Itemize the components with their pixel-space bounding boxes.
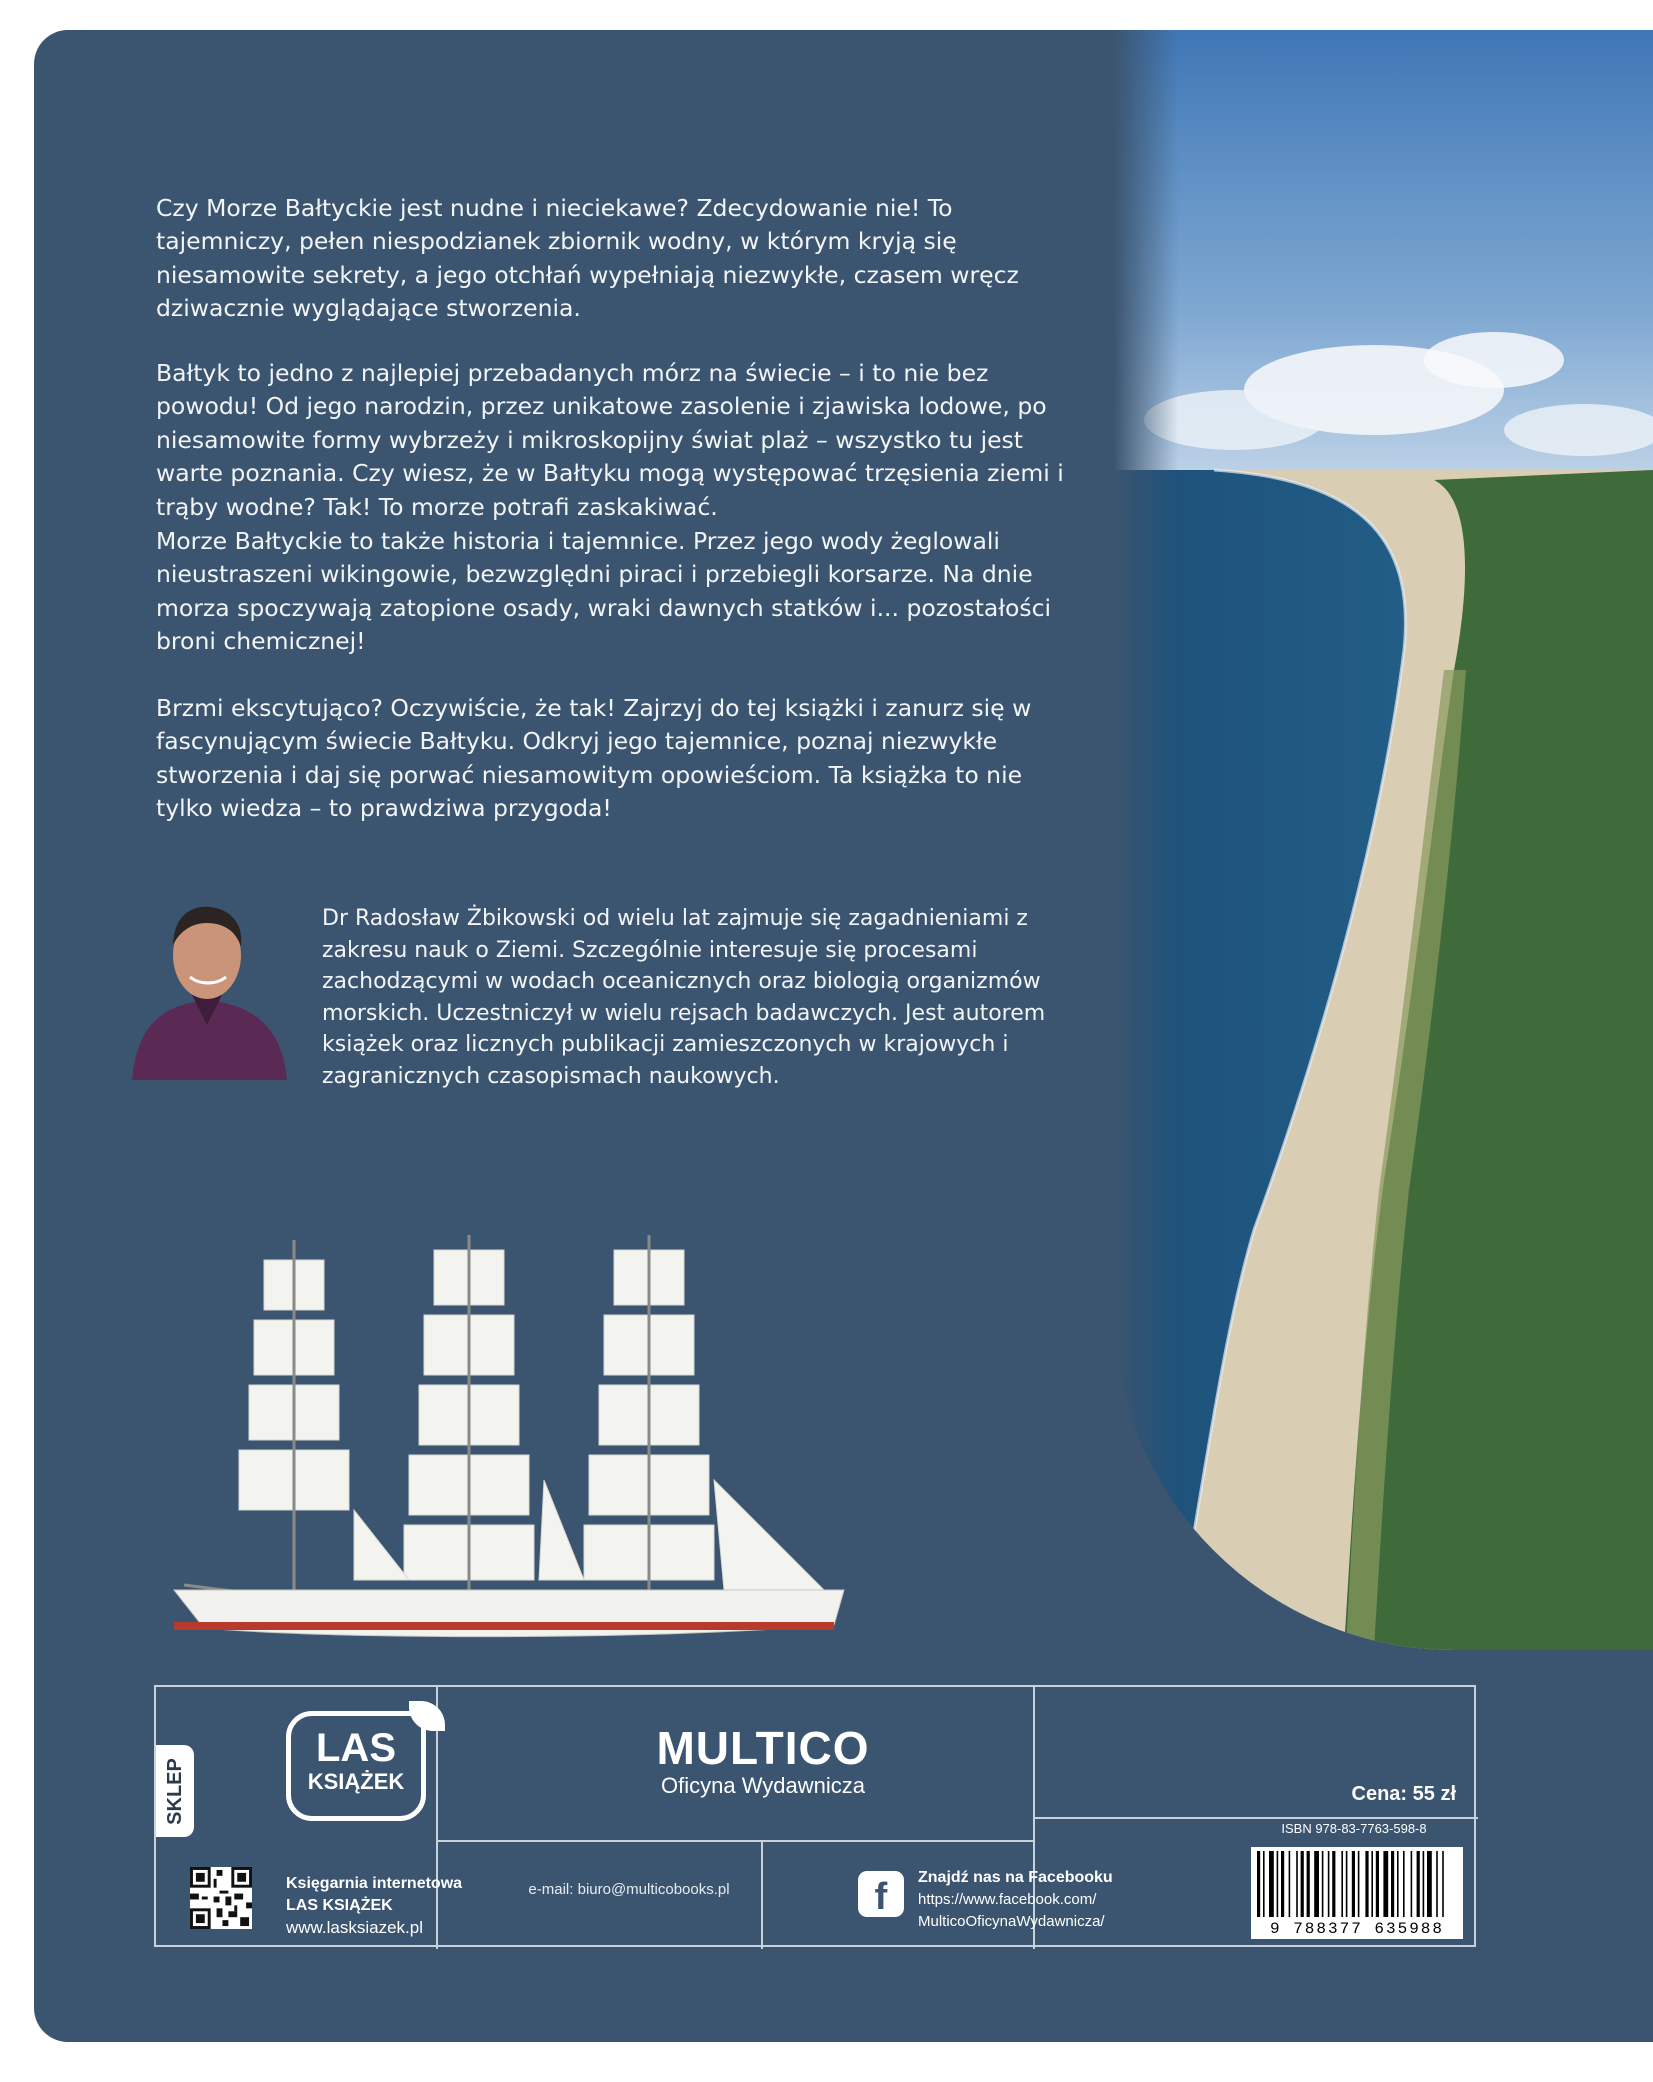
paragraph-3: [156, 525, 1086, 659]
paragraph-1-text: Czy Morze Bałtyckie jest nudne i nieciekawe? Zdecydowanie nie! To tajemniczy, pełen niespodzianek zbiornik wodny, w którym kryją się niesamowite sekrety, a jego otchłań wypełniają niezwykłe, czasem wręcz dziwacznie wyglądające stworzenia.: [156, 194, 1019, 323]
paragraph-2: [156, 357, 1086, 524]
paragraph-2-text: Bałtyk to jedno z najlepiej przebadanych mórz na świecie – i to nie bez powodu! Od jego narodzin, przez unikatowe zasolenie i zjawiska lodowe, po niesamowite formy wybrzeży i mikroskopijny świat plaż – wszystko tu jest warte poznania. Czy wiesz, że w Bałtyku mogą występować trzęsienia ziemi i trąby wodne? Tak! To morze potrafi zaskakiwać.: [156, 359, 1064, 521]
las-logo-line2: KSIĄŻEK: [307, 1769, 405, 1794]
shop-url[interactable]: www.lasksiazek.pl: [286, 1918, 423, 1937]
aerial-coast-photo: [1114, 30, 1653, 1650]
price: Cena: 55 zł: [1351, 1783, 1456, 1805]
isbn: ISBN 978-83-7763-598-8: [1281, 1821, 1427, 1836]
barcode: [1251, 1847, 1463, 1939]
barcode-digits: 9 788377 635988: [1269, 1920, 1445, 1938]
paragraph-4: [156, 692, 1086, 826]
facebook-info: [918, 1867, 1113, 1933]
las-ksiazek-logo: [286, 1711, 426, 1821]
back-cover: [34, 30, 1653, 2042]
las-logo-line1: LAS: [316, 1726, 396, 1770]
barcode-bars: [1251, 1847, 1463, 1919]
shop-line2: LAS KSIĄŻEK: [286, 1897, 393, 1914]
sklep-label: SKLEP: [163, 1757, 186, 1825]
publisher-email[interactable]: e-mail: biuro@multicobooks.pl: [528, 1881, 730, 1898]
tall-ship-image: [144, 1230, 1044, 1650]
multico-logo: [528, 1722, 998, 1798]
shop-info: [286, 1873, 462, 1939]
qr-code-icon: [190, 1867, 252, 1929]
sklep-tab: [156, 1745, 194, 1837]
publisher-subtitle: Oficyna Wydawnicza: [661, 1773, 865, 1798]
paragraph-4-text: Brzmi ekscytująco? Oczywiście, że tak! Zajrzyj do tej książki i zanurz się w fascynującym świecie Bałtyku. Odkryj jego tajemnice, poznaj niezwykłe stworzenia i daj się porwać niesamowitym opowieściom. Ta książka to nie tylko wiedza – to prawdziwa przygoda!: [156, 694, 1032, 823]
author-bio: Dr Radosław Żbikowski od wielu lat zajmuje się zagadnieniami z zakresu nauk o Ziemi. Szczególnie interesuje się procesami zachodzącymi w wodach oceanicznych oraz biologią organizmów morskich. Uczestniczył w wielu rejsach badawczych. Jest autorem książek oraz licznych publikacji zamieszczonych w krajowych i zagranicznych czasopismach naukowych.: [322, 906, 1046, 1089]
info-panel: [154, 1685, 1476, 1947]
publisher-name: MULTICO: [656, 1722, 870, 1774]
author-photo: [122, 875, 292, 1080]
facebook-line2[interactable]: https://www.facebook.com/: [918, 1891, 1097, 1908]
paragraph-3-text: Morze Bałtyckie to także historia i tajemnice. Przez jego wody żeglowali nieustraszeni wikingowie, bezwzględni piraci i przebiegli korsarze. Na dnie morza spoczywają zatopione osady, wraki dawnych statków i... pozostałości broni chemicznej!: [156, 527, 1052, 656]
shop-line1: Księgarnia internetowa: [286, 1875, 463, 1892]
facebook-line3[interactable]: MulticoOficynaWydawnicza/: [918, 1913, 1105, 1930]
facebook-icon: f: [858, 1871, 904, 1917]
paragraph-1: [156, 192, 1086, 326]
facebook-line1: Znajdź nas na Facebooku: [918, 1869, 1113, 1886]
